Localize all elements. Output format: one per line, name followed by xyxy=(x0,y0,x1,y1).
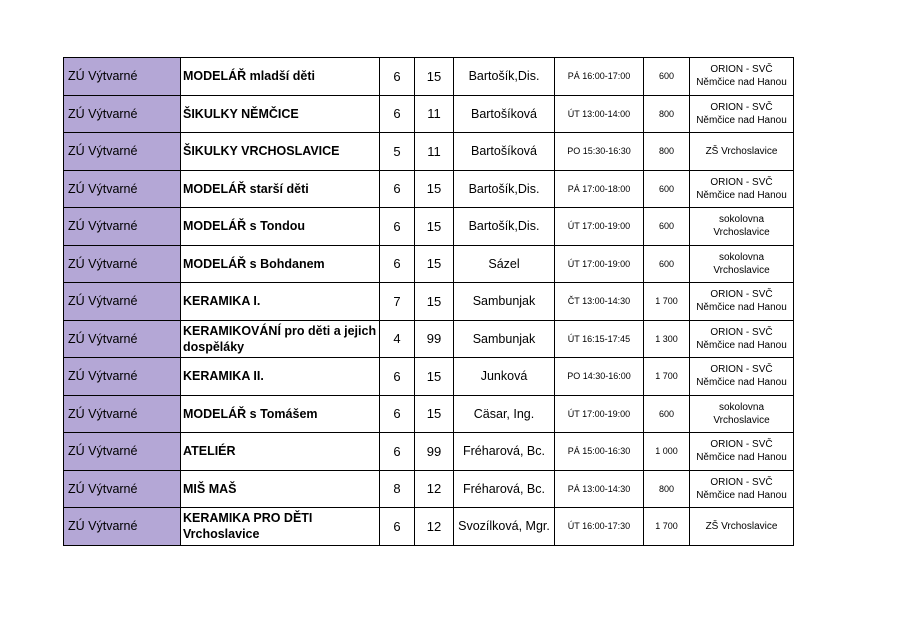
price-cell: 1 700 xyxy=(644,358,690,396)
capacity-cell: 12 xyxy=(415,508,454,546)
table-row xyxy=(64,358,794,396)
place-cell xyxy=(690,358,794,396)
place-line-2: Němčice nad Hanou xyxy=(696,377,787,389)
activity-name-cell: MODELÁŘ starší děti xyxy=(181,170,380,208)
price-cell: 600 xyxy=(644,395,690,433)
min-age-cell: 6 xyxy=(380,170,415,208)
table-row xyxy=(64,470,794,508)
place-line-1: sokolovna xyxy=(718,214,765,226)
leader-cell: Bartošíková xyxy=(454,95,555,133)
time-cell: ÚT 17:00-19:00 xyxy=(555,245,644,283)
capacity-cell: 15 xyxy=(415,283,454,321)
leader-cell: Svozílková, Mgr. xyxy=(454,508,555,546)
capacity-cell: 11 xyxy=(415,95,454,133)
min-age-cell: 6 xyxy=(380,358,415,396)
capacity-cell: 99 xyxy=(415,320,454,358)
table-row xyxy=(64,170,794,208)
price-cell: 1 700 xyxy=(644,283,690,321)
price-cell: 1 700 xyxy=(644,508,690,546)
capacity-cell: 15 xyxy=(415,208,454,246)
price-cell: 1 300 xyxy=(644,320,690,358)
activity-name-cell: MODELÁŘ mladší děti xyxy=(181,58,380,96)
activity-type-cell: ZÚ Výtvarné xyxy=(64,320,181,358)
min-age-cell: 6 xyxy=(380,58,415,96)
time-cell: ÚT 16:15-17:45 xyxy=(555,320,644,358)
activity-type-cell: ZÚ Výtvarné xyxy=(64,133,181,171)
place-cell xyxy=(690,433,794,471)
place-line-2: Němčice nad Hanou xyxy=(696,339,787,351)
min-age-cell: 6 xyxy=(380,95,415,133)
place-cell xyxy=(690,245,794,283)
activity-name-cell: ŠIKULKY NĚMČICE xyxy=(181,95,380,133)
capacity-cell: 15 xyxy=(415,395,454,433)
price-cell: 600 xyxy=(644,245,690,283)
activity-name-cell: ATELIÉR xyxy=(181,433,380,471)
table-row xyxy=(64,245,794,283)
place-line-2: Němčice nad Hanou xyxy=(696,114,787,126)
place-line-2: Vrchoslavice xyxy=(713,227,770,239)
min-age-cell: 5 xyxy=(380,133,415,171)
place-line-2: Němčice nad Hanou xyxy=(696,77,787,89)
capacity-cell: 15 xyxy=(415,245,454,283)
leader-cell: Fréharová, Bc. xyxy=(454,433,555,471)
leader-cell: Cäsar, Ing. xyxy=(454,395,555,433)
place-cell xyxy=(690,320,794,358)
place-line-2: Vrchoslavice xyxy=(713,264,770,276)
place-line-1: ORION - SVČ xyxy=(710,439,773,451)
price-cell: 800 xyxy=(644,133,690,171)
activity-type-cell: ZÚ Výtvarné xyxy=(64,170,181,208)
time-cell: ÚT 13:00-14:00 xyxy=(555,95,644,133)
time-cell: ÚT 17:00-19:00 xyxy=(555,208,644,246)
activity-type-cell: ZÚ Výtvarné xyxy=(64,433,181,471)
activity-type-cell: ZÚ Výtvarné xyxy=(64,508,181,546)
place-line-2: Němčice nad Hanou xyxy=(696,189,787,201)
activity-name-cell: KERAMIKOVÁNÍ pro děti a jejich dospěláky xyxy=(181,320,380,358)
leader-cell: Junková xyxy=(454,358,555,396)
activity-type-cell: ZÚ Výtvarné xyxy=(64,470,181,508)
activity-name-cell: KERAMIKA I. xyxy=(181,283,380,321)
table-row xyxy=(64,95,794,133)
activity-type-cell: ZÚ Výtvarné xyxy=(64,208,181,246)
capacity-cell: 15 xyxy=(415,170,454,208)
table-row xyxy=(64,283,794,321)
min-age-cell: 6 xyxy=(380,508,415,546)
activity-type-cell: ZÚ Výtvarné xyxy=(64,395,181,433)
place-cell xyxy=(690,95,794,133)
activity-name-cell: MIŠ MAŠ xyxy=(181,470,380,508)
table-row xyxy=(64,395,794,433)
place-cell xyxy=(690,58,794,96)
activity-table xyxy=(63,57,794,546)
activity-type-cell: ZÚ Výtvarné xyxy=(64,95,181,133)
table-row xyxy=(64,433,794,471)
table-row xyxy=(64,58,794,96)
capacity-cell: 15 xyxy=(415,58,454,96)
activity-type-cell: ZÚ Výtvarné xyxy=(64,358,181,396)
activity-name-cell: MODELÁŘ s Bohdanem xyxy=(181,245,380,283)
place-line-1: ORION - SVČ xyxy=(710,101,773,113)
capacity-cell: 15 xyxy=(415,358,454,396)
capacity-cell: 12 xyxy=(415,470,454,508)
time-cell: PÁ 16:00-17:00 xyxy=(555,58,644,96)
time-cell: PO 15:30-16:30 xyxy=(555,133,644,171)
capacity-cell: 99 xyxy=(415,433,454,471)
price-cell: 800 xyxy=(644,95,690,133)
place-cell xyxy=(690,470,794,508)
place-line-1: sokolovna xyxy=(718,401,765,413)
activity-name-cell: KERAMIKA II. xyxy=(181,358,380,396)
place-cell xyxy=(690,283,794,321)
leader-cell: Sambunjak xyxy=(454,283,555,321)
time-cell: ČT 13:00-14:30 xyxy=(555,283,644,321)
price-cell: 800 xyxy=(644,470,690,508)
min-age-cell: 6 xyxy=(380,208,415,246)
activity-name-cell: ŠIKULKY VRCHOSLAVICE xyxy=(181,133,380,171)
table-row xyxy=(64,508,794,546)
activity-name-cell: KERAMIKA PRO DĚTI Vrchoslavice xyxy=(181,508,380,546)
activity-type-cell: ZÚ Výtvarné xyxy=(64,245,181,283)
min-age-cell: 6 xyxy=(380,395,415,433)
leader-cell: Sázel xyxy=(454,245,555,283)
place-line-1: ORION - SVČ xyxy=(710,364,773,376)
leader-cell: Bartošík,Dis. xyxy=(454,170,555,208)
place-line-2: Němčice nad Hanou xyxy=(696,452,787,464)
place-line-2: Vrchoslavice xyxy=(713,414,770,426)
table-row xyxy=(64,133,794,171)
place-cell xyxy=(690,508,794,546)
capacity-cell: 11 xyxy=(415,133,454,171)
activity-name-cell: MODELÁŘ s Tondou xyxy=(181,208,380,246)
place-line-1: ORION - SVČ xyxy=(710,326,773,338)
leader-cell: Fréharová, Bc. xyxy=(454,470,555,508)
place-line-1: ORION - SVČ xyxy=(710,176,773,188)
place-line-2: Němčice nad Hanou xyxy=(696,302,787,314)
price-cell: 1 000 xyxy=(644,433,690,471)
time-cell: PO 14:30-16:00 xyxy=(555,358,644,396)
activity-name-cell: MODELÁŘ s Tomášem xyxy=(181,395,380,433)
min-age-cell: 4 xyxy=(380,320,415,358)
place-cell xyxy=(690,395,794,433)
leader-cell: Bartošík,Dis. xyxy=(454,208,555,246)
activity-type-cell: ZÚ Výtvarné xyxy=(64,58,181,96)
time-cell: ÚT 16:00-17:30 xyxy=(555,508,644,546)
activity-table-body xyxy=(64,58,794,546)
place-line-2: Němčice nad Hanou xyxy=(696,489,787,501)
min-age-cell: 7 xyxy=(380,283,415,321)
leader-cell: Sambunjak xyxy=(454,320,555,358)
place-cell xyxy=(690,208,794,246)
leader-cell: Bartošík,Dis. xyxy=(454,58,555,96)
min-age-cell: 8 xyxy=(380,470,415,508)
leader-cell: Bartošíková xyxy=(454,133,555,171)
min-age-cell: 6 xyxy=(380,433,415,471)
place-line-1: ZŠ Vrchoslavice xyxy=(705,520,778,532)
place-line-1: ORION - SVČ xyxy=(710,289,773,301)
place-line-1: ORION - SVČ xyxy=(710,476,773,488)
table-row xyxy=(64,320,794,358)
time-cell: ÚT 17:00-19:00 xyxy=(555,395,644,433)
time-cell: PÁ 17:00-18:00 xyxy=(555,170,644,208)
place-cell xyxy=(690,170,794,208)
place-line-1: ORION - SVČ xyxy=(710,64,773,76)
price-cell: 600 xyxy=(644,58,690,96)
place-cell xyxy=(690,133,794,171)
time-cell: PÁ 13:00-14:30 xyxy=(555,470,644,508)
min-age-cell: 6 xyxy=(380,245,415,283)
table-row xyxy=(64,208,794,246)
place-line-1: ZŠ Vrchoslavice xyxy=(705,145,778,157)
place-line-1: sokolovna xyxy=(718,251,765,263)
activity-type-cell: ZÚ Výtvarné xyxy=(64,283,181,321)
time-cell: PÁ 15:00-16:30 xyxy=(555,433,644,471)
price-cell: 600 xyxy=(644,208,690,246)
price-cell: 600 xyxy=(644,170,690,208)
